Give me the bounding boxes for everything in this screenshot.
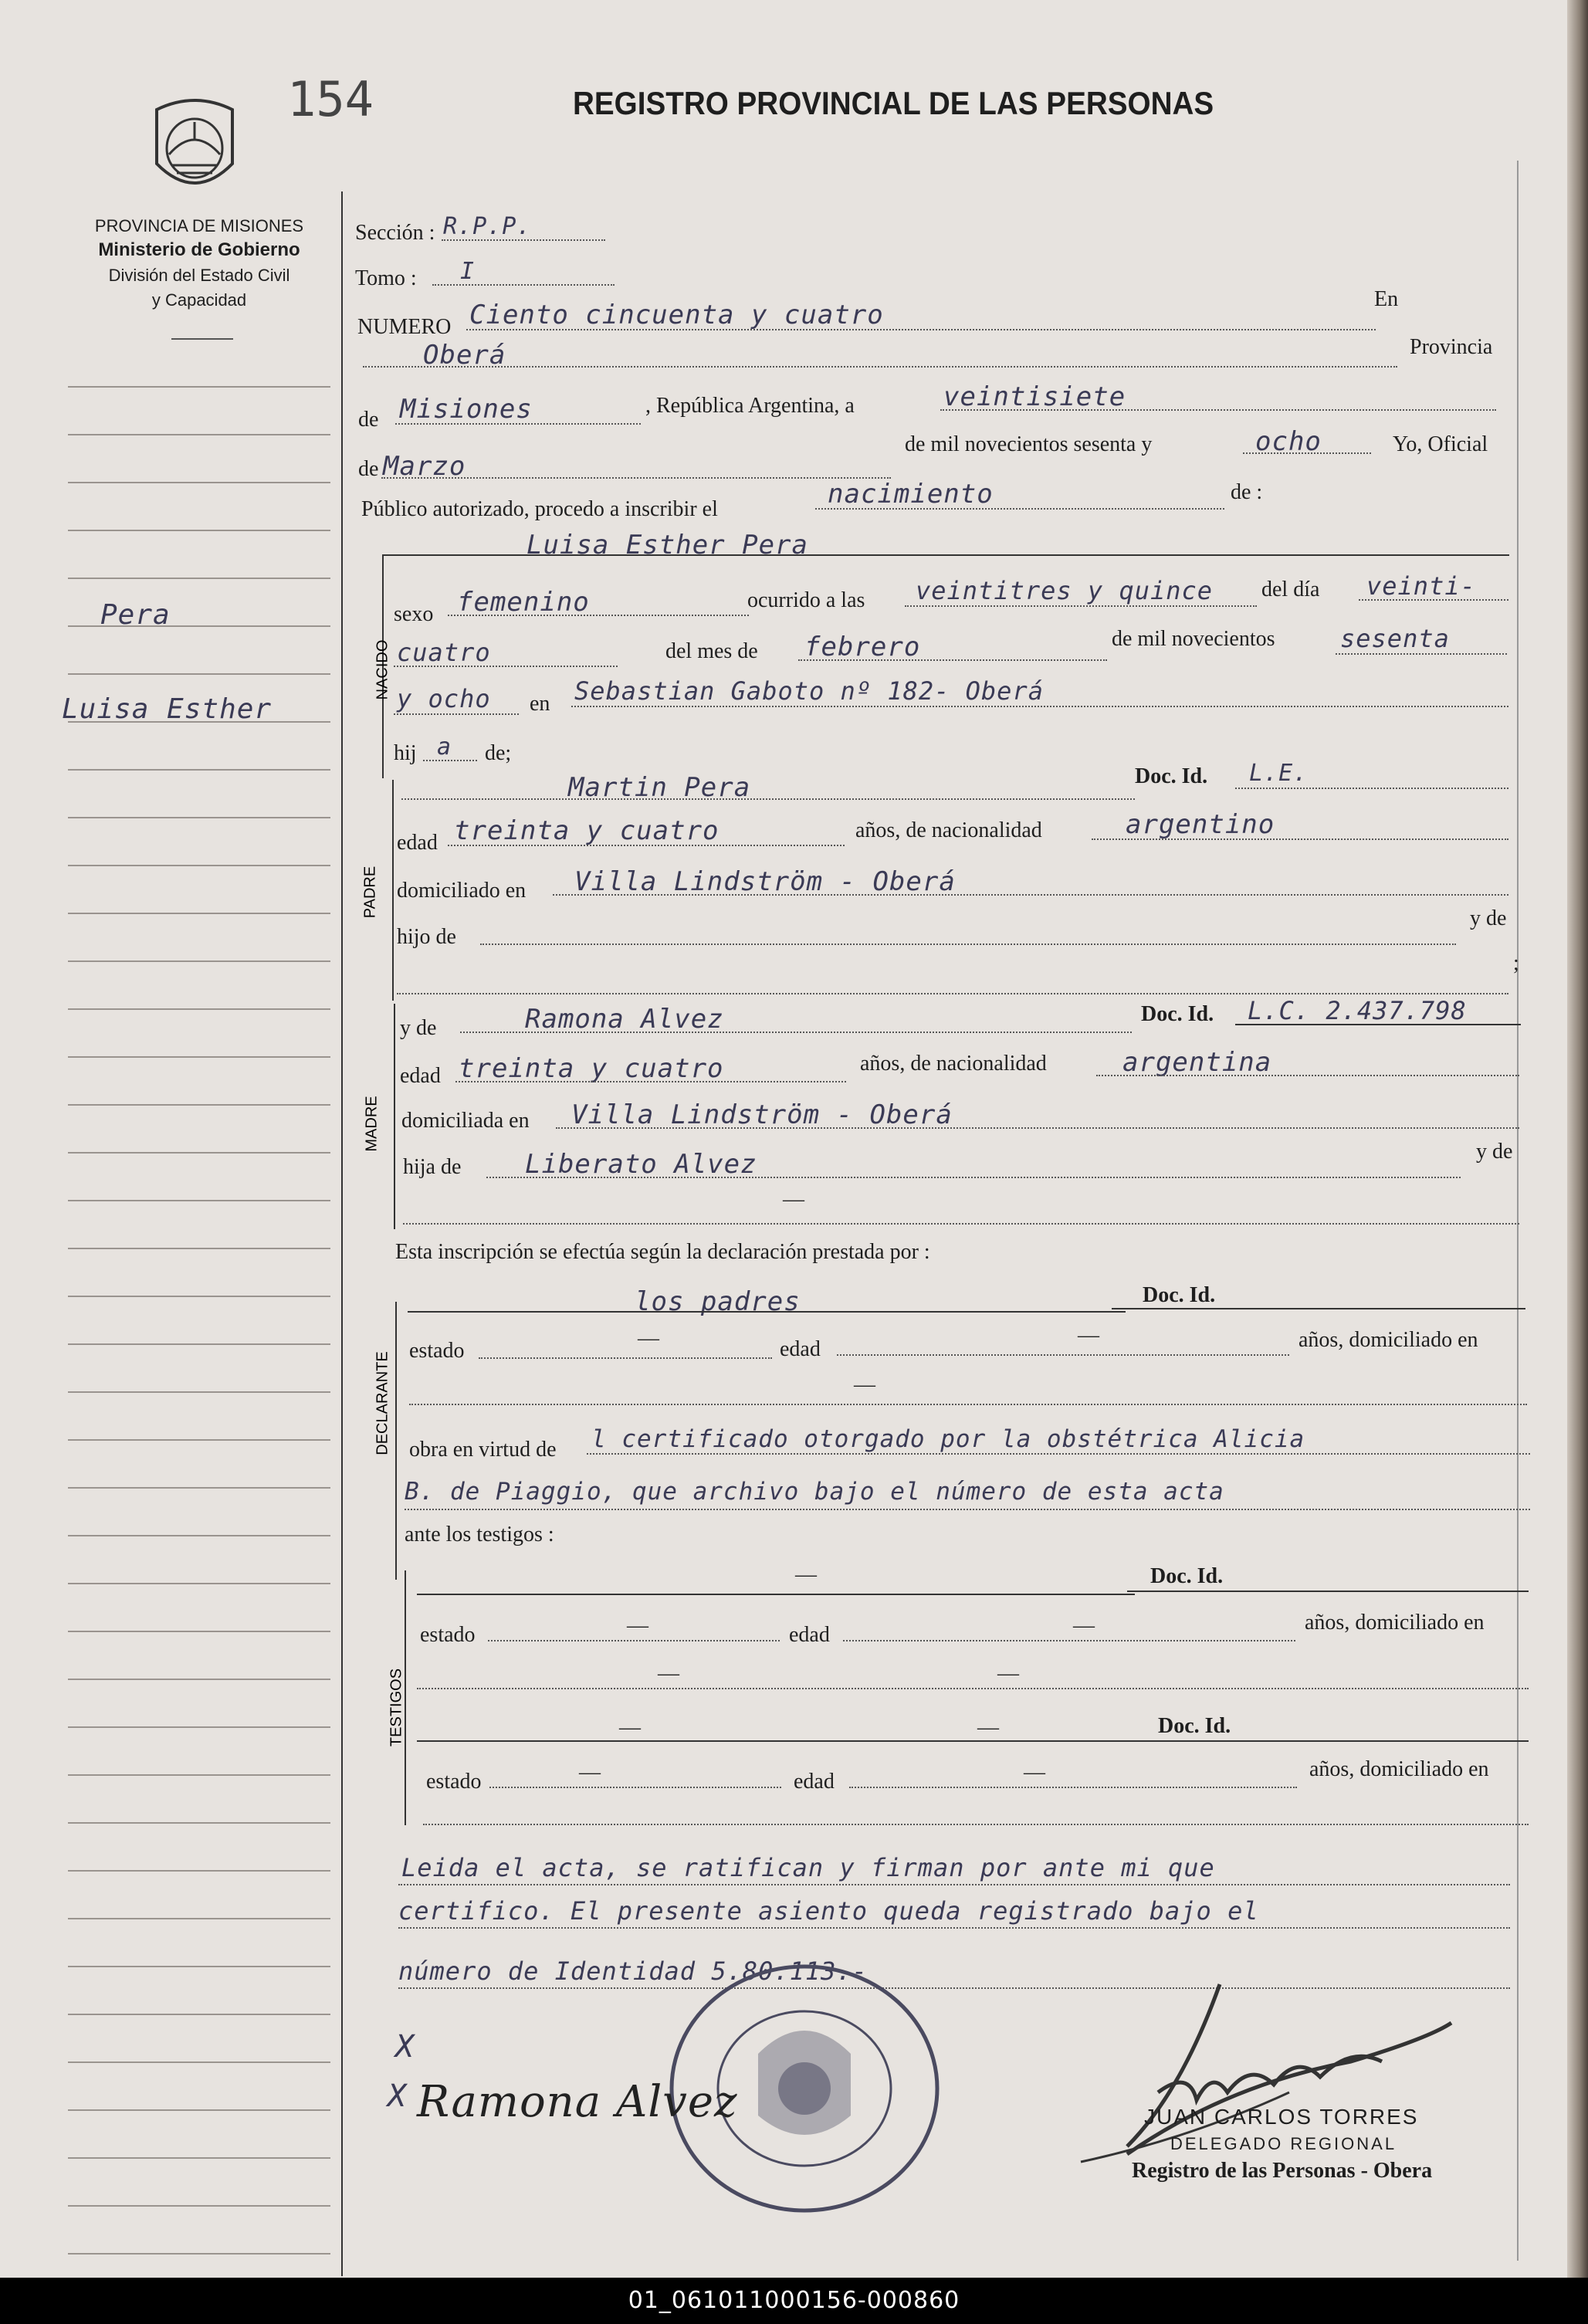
tomo-label: Tomo : (355, 266, 417, 290)
madre-domicilio-label: domiciliada en (401, 1109, 530, 1133)
sexo-value: femenino (457, 587, 590, 618)
hora-value: veintitres y quince (916, 576, 1214, 605)
milnov-label: de mil novecientos (1112, 627, 1275, 651)
testigo1-edad-dash: — (1073, 1614, 1095, 1638)
publico-label: Público autorizado, procedo a inscribir el (361, 497, 718, 521)
margin-rule-line (68, 434, 330, 435)
obra-cont: B. de Piaggio, que archivo bajo el número de esta acta (405, 1478, 1224, 1506)
side-province: PROVINCIA DE MISIONES (94, 216, 304, 235)
padre-edad-label: edad (397, 831, 438, 855)
officer-name: JUAN CARLOS TORRES (1144, 2105, 1419, 2129)
obra-value: l certificado otorgado por la obstétrica Alicia (591, 1425, 1305, 1453)
madre-edad-label: edad (400, 1064, 441, 1088)
margin-rule-line (68, 2157, 330, 2159)
padre-domicilio-label: domiciliado en (397, 879, 527, 903)
hij-de-label: de; (485, 741, 512, 765)
margin-rule-line (68, 386, 330, 388)
delmes-label: del mes de (665, 639, 758, 663)
testigo1-estado-label: estado (420, 1623, 476, 1647)
testigo1-dom-dash-a: — (658, 1662, 679, 1685)
page-number: 154 (287, 71, 374, 127)
padre-nacionalidad: argentino (1126, 809, 1275, 840)
margin-rule-line (68, 1296, 330, 1297)
side-capacidad: y Capacidad (151, 290, 247, 310)
declarante-doc-label: Doc. Id. (1143, 1283, 1216, 1307)
numero-value: Ciento cincuenta y cuatro (469, 300, 884, 330)
side-ministry: Ministerio de Gobierno (98, 239, 300, 260)
margin-rule-line (68, 578, 330, 579)
numero-label: NUMERO (357, 315, 452, 339)
padre-name: Martin Pera (568, 772, 751, 803)
madre-dash: — (783, 1187, 804, 1211)
yo-oficial-label: Yo, Oficial (1393, 432, 1488, 456)
testigos-intro: ante los testigos : (405, 1523, 554, 1547)
margin-given-name: Luisa Esther (62, 693, 273, 725)
margin-rule-line (68, 1679, 330, 1680)
dia-cont: cuatro (397, 638, 491, 667)
hij-label: hij (394, 741, 417, 765)
margin-rule-line (68, 1056, 330, 1058)
de-label-1: de (358, 408, 379, 432)
anio-value: ocho (1255, 426, 1322, 457)
obra-label: obra en virtud de (409, 1438, 557, 1462)
en-label-nacido: en (530, 692, 550, 716)
officer-title: DELEGADO REGIONAL (1170, 2134, 1397, 2153)
acto-value: nacimiento (828, 479, 994, 510)
de-label-2: de (358, 457, 379, 481)
padre-doc-value: L.E. (1249, 760, 1309, 787)
testigo2-dash-a: — (619, 1716, 641, 1740)
margin-rule-line (68, 1104, 330, 1106)
padre-anios-label: años, de nacionalidad (855, 818, 1042, 842)
declarante-top (408, 1311, 1126, 1313)
mes-value-nacido: febrero (804, 632, 921, 662)
mil-label: de mil novecientos sesenta y (905, 432, 1153, 456)
testigo2-dash-b: — (977, 1716, 999, 1740)
testigo2-estado-dash: — (579, 1760, 601, 1784)
madre-doc-rule (1235, 1024, 1521, 1025)
margin-surname: Pera (100, 599, 171, 631)
testigo2-edad-label: edad (794, 1770, 835, 1794)
madre-hija-label: hija de (403, 1155, 462, 1179)
padre-hijo-label: hijo de (397, 925, 456, 949)
margin-rule-line (68, 2253, 330, 2255)
margin-rule-line (68, 817, 330, 818)
margin-rule-line (68, 865, 330, 866)
page-title: REGISTRO PROVINCIAL DE LAS PERSONAS (573, 85, 1214, 121)
tomo-value: I (460, 258, 476, 285)
padre-semicolon: ; (1513, 951, 1519, 975)
provincia-value: Misiones (400, 394, 533, 425)
margin-rule-line (68, 1248, 330, 1249)
madre-nacionalidad: argentina (1122, 1047, 1272, 1078)
margin-rule-line (68, 1631, 330, 1632)
dia-value-nacido: veinti- (1366, 571, 1476, 601)
testigo1-estado-dash: — (627, 1614, 648, 1638)
testigo1-anios-label: años, domiciliado en (1305, 1611, 1485, 1635)
en-label: En (1374, 287, 1399, 311)
padre-domicilio-value: Villa Lindström - Oberá (574, 866, 956, 897)
hij-value: a (437, 733, 452, 761)
lugar-nacimiento: Sebastian Gaboto nº 182- Oberá (574, 676, 1044, 706)
side-divider (171, 338, 233, 340)
declarante-edad-dash: — (1078, 1323, 1099, 1347)
provincial-seal (149, 94, 240, 201)
form-left-border (341, 191, 343, 2276)
footer-caption: 01_061011000156-000860 (628, 2287, 960, 2314)
madre-left (394, 1004, 395, 1229)
madre-hija-value: Liberato Alvez (525, 1149, 757, 1180)
madre-edad-value: treinta y cuatro (459, 1053, 724, 1084)
declarante-left (395, 1302, 397, 1580)
margin-rule-line (68, 1200, 330, 1201)
declarante-section-label: DECLARANTE (374, 1351, 391, 1455)
declarante-name: los padres (635, 1286, 801, 1317)
margin-rule-line (68, 1343, 330, 1345)
margin-rule-line (68, 1822, 330, 1824)
deldia-label: del día (1261, 578, 1320, 601)
declarante-anios-label: años, domiciliado en (1299, 1328, 1478, 1352)
margin-rule-line (68, 1487, 330, 1489)
madre-section-label: MADRE (363, 1096, 381, 1152)
margin-rule-line (68, 960, 330, 962)
margin-rule-line (68, 913, 330, 914)
testigo2-top (417, 1740, 1143, 1742)
sexo-label: sexo (394, 602, 434, 626)
republica-label: , República Argentina, a (645, 394, 855, 418)
margin-rule-line (68, 673, 330, 675)
margin-rule-line (68, 1726, 330, 1728)
testigo1-doc-label: Doc. Id. (1150, 1564, 1224, 1588)
margin-rule-line (68, 1535, 330, 1536)
margin-rule-line (68, 1391, 330, 1393)
padre-section-label: PADRE (361, 866, 379, 919)
officer-office: Registro de las Personas - Obera (1132, 2159, 1433, 2183)
book-edge (1567, 0, 1588, 2278)
signature-ramona (417, 2077, 738, 2127)
madre-doc-value: L.C. 2.437.798 (1248, 996, 1467, 1025)
margin-rule-line (68, 1152, 330, 1154)
seccion-value: R.P.P. (443, 213, 532, 240)
testigos-section-label: TESTIGOS (388, 1668, 405, 1747)
padre-yde-label: y de (1470, 906, 1507, 930)
margin-rule-line (68, 2014, 330, 2015)
mes-value: Marzo (383, 451, 466, 482)
anio-cont: y ocho (397, 684, 491, 713)
testigo1-name-dash: — (795, 1563, 817, 1587)
margin-rule-line (68, 2109, 330, 2111)
closing-line-3: número de Identidad 5.80.113.- (398, 1956, 868, 1986)
provincia-label: Provincia (1410, 335, 1493, 359)
madre-yde2-label: y de (1476, 1140, 1513, 1164)
closing-line-1: Leida el acta, se ratifican y firman por ante mi que (401, 1853, 1215, 1882)
seccion-label: Sección : (355, 221, 435, 245)
madre-yde-label: y de (400, 1016, 437, 1040)
testigo1-dom-dash-b: — (997, 1662, 1019, 1685)
ocurrido-label: ocurrido a las (747, 588, 865, 612)
declarante-edad-label: edad (780, 1337, 821, 1361)
testigo1-edad-label: edad (789, 1623, 830, 1647)
lugar-value: Oberá (423, 340, 506, 371)
margin-rule-line (68, 2205, 330, 2207)
declarante-intro: Esta inscripción se efectúa según la declaración prestada por : (395, 1240, 930, 1264)
padre-doc-label: Doc. Id. (1135, 764, 1208, 788)
margin-rule-line (68, 1870, 330, 1872)
form-right-border (1517, 161, 1519, 2261)
margin-rule-line (68, 1008, 330, 1010)
margin-rule-line (68, 1966, 330, 1967)
madre-domicilio-value: Villa Lindström - Oberá (571, 1099, 953, 1130)
testigo2-doc-label: Doc. Id. (1158, 1714, 1231, 1738)
declarante-dom-dash: — (854, 1373, 875, 1397)
testigo1-top (417, 1594, 1135, 1595)
margin-rule-line (68, 530, 330, 531)
testigo2-edad-dash: — (1024, 1760, 1045, 1784)
declarante-estado-label: estado (409, 1339, 465, 1363)
madre-anios-label: años, de nacionalidad (860, 1052, 1047, 1076)
side-division: División del Estado Civil (108, 266, 290, 285)
dia-value: veintisiete (943, 381, 1126, 412)
footer-bar (0, 2278, 1588, 2324)
nacido-name: Luisa Esther Pera (527, 530, 808, 561)
x-mark-2: X (388, 2078, 408, 2114)
signature-text: Ramona Alvez (417, 2077, 738, 2127)
padre-edad-value: treinta y cuatro (454, 815, 720, 846)
margin-rule-line (68, 1918, 330, 1919)
de-colon-label: de : (1231, 480, 1263, 504)
margin-rule-line (68, 1774, 330, 1776)
x-mark-1: X (395, 2029, 415, 2065)
madre-doc-label: Doc. Id. (1141, 1002, 1214, 1026)
margin-rule-line (68, 1439, 330, 1441)
declarante-estado-dash: — (638, 1326, 659, 1350)
nacido-section-label: NACIDO (374, 639, 391, 700)
madre-name: Ramona Alvez (525, 1004, 724, 1035)
margin-rule-line (68, 1583, 330, 1584)
margin-rule-line (68, 2061, 330, 2063)
testigo2-anios-label: años, domiciliado en (1309, 1757, 1489, 1781)
margin-rule-line (68, 482, 330, 483)
anio-value-nacido: sesenta (1340, 624, 1450, 653)
margin-rule-line (68, 769, 330, 771)
padre-left (392, 780, 394, 1001)
testigo2-estado-label: estado (426, 1770, 482, 1794)
closing-line-2: certifico. El presente asiento queda registrado bajo el (398, 1896, 1259, 1926)
